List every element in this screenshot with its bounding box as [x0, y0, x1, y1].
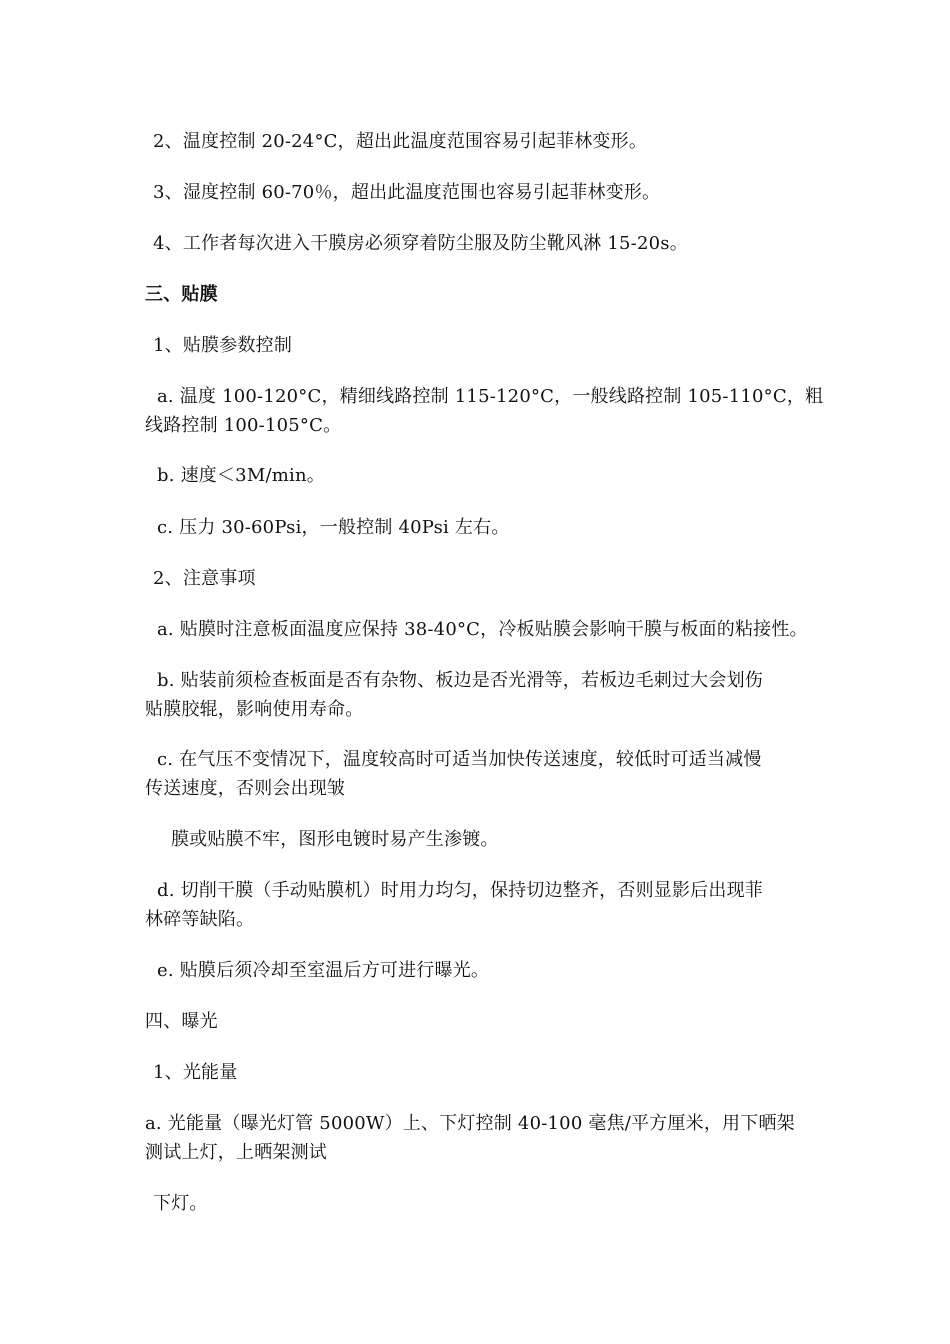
section-heading-lamination: 三、贴膜	[145, 284, 218, 305]
section-heading-exposure: 四、曝光	[145, 1011, 218, 1032]
paragraph-cooling: e. 贴膜后须冷却至室温后方可进行曝光。	[157, 960, 490, 981]
paragraph-light-energy-cont2: 下灯。	[153, 1193, 208, 1214]
paragraph-board-temperature: a. 贴膜时注意板面温度应保持 38-40°C，冷板贴膜会影响干膜与板面的粘接性。	[157, 619, 808, 640]
paragraph-board-inspection-cont: 贴膜胶辊，影响使用寿命。	[145, 699, 364, 720]
paragraph-dust-protection: 4、工作者每次进入干膜房必须穿着防尘服及防尘靴风淋 15-20s。	[153, 233, 688, 254]
subheading-precautions: 2、注意事项	[153, 568, 256, 589]
paragraph-transfer-speed-cont2: 膜或贴膜不牢，图形电镀时易产生渗镀。	[171, 829, 499, 850]
paragraph-light-energy-cont: 测试上灯，上晒架测试	[145, 1142, 327, 1163]
paragraph-lamination-temperature-cont: 线路控制 100-105°C。	[145, 415, 342, 436]
paragraph-lamination-pressure: c. 压力 30-60Psi，一般控制 40Psi 左右。	[157, 517, 510, 538]
paragraph-film-cutting-cont: 林碎等缺陷。	[145, 909, 255, 930]
paragraph-board-inspection: b. 贴装前须检查板面是否有杂物、板边是否光滑等，若板边毛刺过大会划伤	[157, 670, 763, 691]
paragraph-temperature-control: 2、温度控制 20-24°C，超出此温度范围容易引起菲林变形。	[153, 131, 648, 152]
subheading-lamination-parameters: 1、贴膜参数控制	[153, 335, 293, 356]
paragraph-lamination-temperature: a. 温度 100-120°C，精细线路控制 115-120°C，一般线路控制 105-110°C，粗	[157, 386, 824, 407]
paragraph-film-cutting: d. 切削干膜（手动贴膜机）时用力均匀，保持切边整齐，否则显影后出现菲	[157, 880, 763, 901]
subheading-light-energy: 1、光能量	[153, 1062, 238, 1083]
paragraph-transfer-speed-cont: 传送速度，否则会出现皱	[145, 778, 346, 799]
paragraph-transfer-speed: c. 在气压不变情况下，温度较高时可适当加快传送速度，较低时可适当减慢	[157, 749, 762, 770]
paragraph-light-energy: a. 光能量（曝光灯管 5000W）上、下灯控制 40-100 毫焦/平方厘米，用下晒架	[145, 1113, 795, 1134]
paragraph-humidity-control: 3、湿度控制 60-70％，超出此温度范围也容易引起菲林变形。	[153, 182, 661, 203]
paragraph-lamination-speed: b. 速度＜3M/min。	[157, 465, 325, 486]
